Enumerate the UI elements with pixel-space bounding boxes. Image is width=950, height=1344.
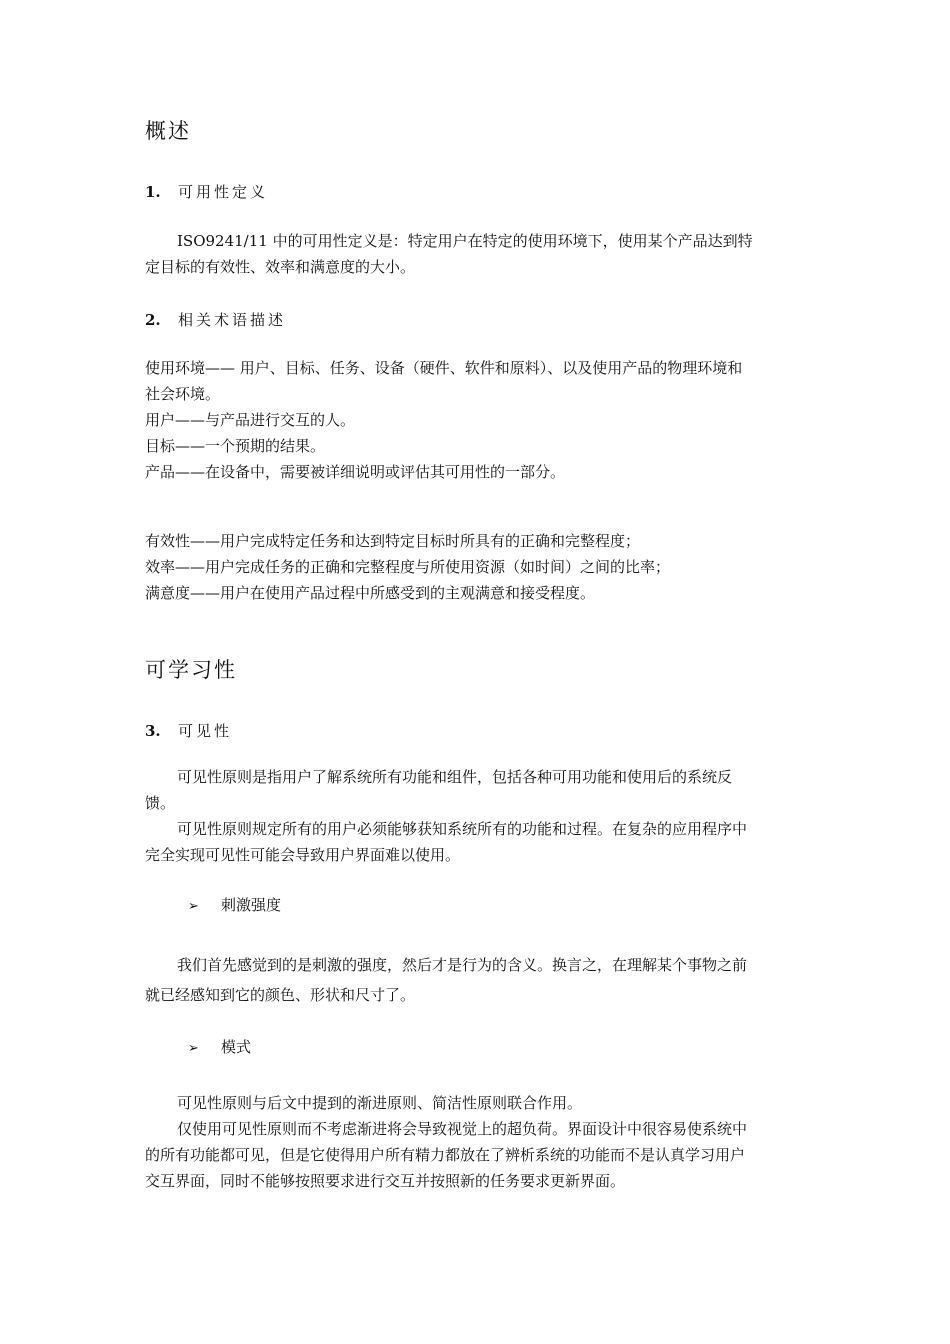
heading-text: 可用性定义 [178,183,269,201]
paragraph-line: 定目标的有效性、效率和满意度的大小。 [145,258,416,276]
paragraph-line: 可见性原则与后文中提到的渐进原则、简洁性原则联合作用。 [177,1094,583,1112]
arrow-bullet-icon: ➢ [188,899,199,914]
visibility-paragraph [145,764,747,868]
stimulus-paragraph [145,952,747,1008]
term-line: 目标——一个预期的结果。 [145,437,326,455]
paragraph-line: 交互界面，同时不能够按照要求进行交互并按照新的任务要求更新界面。 [145,1172,626,1190]
paragraph-line: 仅使用可见性原则而不考虑渐进将会导致视觉上的超负荷。界面设计中很容易使系统中 [177,1120,748,1138]
arrow-bullet-icon: ➢ [188,1041,199,1056]
bullet-pattern [188,1036,251,1060]
heading-text: 相关术语描述 [178,311,287,329]
paragraph-line: 就已经感知到它的颜色、形状和尺寸了。 [145,986,416,1004]
pattern-paragraph [145,1090,747,1194]
bullet-stimulus-intensity [188,894,281,918]
heading-related-terms [145,309,286,331]
section-title-overview: 概述 [145,119,191,143]
measures-list [145,528,670,606]
bullet-text: 模式 [221,1038,252,1056]
term-line: 社会环境。 [145,385,221,403]
paragraph-line: 我们首先感觉到的是刺激的强度，然后才是行为的含义。换言之，在理解某个事物之前 [177,956,748,974]
bullet-text: 刺激强度 [221,896,282,914]
term-line: 使用环境—— 用户、目标、任务、设备（硬件、软件和原料）、以及使用产品的物理环境和 [145,359,743,377]
paragraph-line: 可见性原则是指用户了解系统所有功能和组件，包括各种可用功能和使用后的系统反 [177,768,733,786]
term-line: 产品——在设备中，需要被详细说明或评估其可用性的一部分。 [145,463,566,481]
heading-text: 可见性 [178,722,233,740]
term-line: 用户——与产品进行交互的人。 [145,411,356,429]
paragraph-line: ISO9241/11 中的可用性定义是：特定用户在特定的使用环境下，使用某个产品达到特 [177,232,753,250]
paragraph-line: 完全实现可见性可能会导致用户界面难以使用。 [145,846,461,864]
heading-usability-definition [145,181,268,203]
heading-number: 1. [145,183,161,201]
paragraph-line: 的所有功能都可见，但是它使得用户所有精力都放在了辨析系统的功能而不是认真学习用户 [145,1146,746,1164]
heading-number: 3. [145,722,161,740]
measure-line: 有效性——用户完成特定任务和达到特定目标时所具有的正确和完整程度； [145,532,641,550]
terms-list [145,355,742,485]
heading-visibility [145,720,232,742]
definition-paragraph [145,228,753,280]
paragraph-line: 馈。 [145,794,176,812]
heading-number: 2. [145,311,161,329]
measure-line: 效率——用户完成任务的正确和完整程度与所使用资源（如时间）之间的比率； [145,558,671,576]
section-title-learnability: 可学习性 [145,658,237,682]
measure-line: 满意度——用户在使用产品过程中所感受到的主观满意和接受程度。 [145,584,596,602]
paragraph-line: 可见性原则规定所有的用户必须能够获知系统所有的功能和过程。在复杂的应用程序中 [177,820,748,838]
